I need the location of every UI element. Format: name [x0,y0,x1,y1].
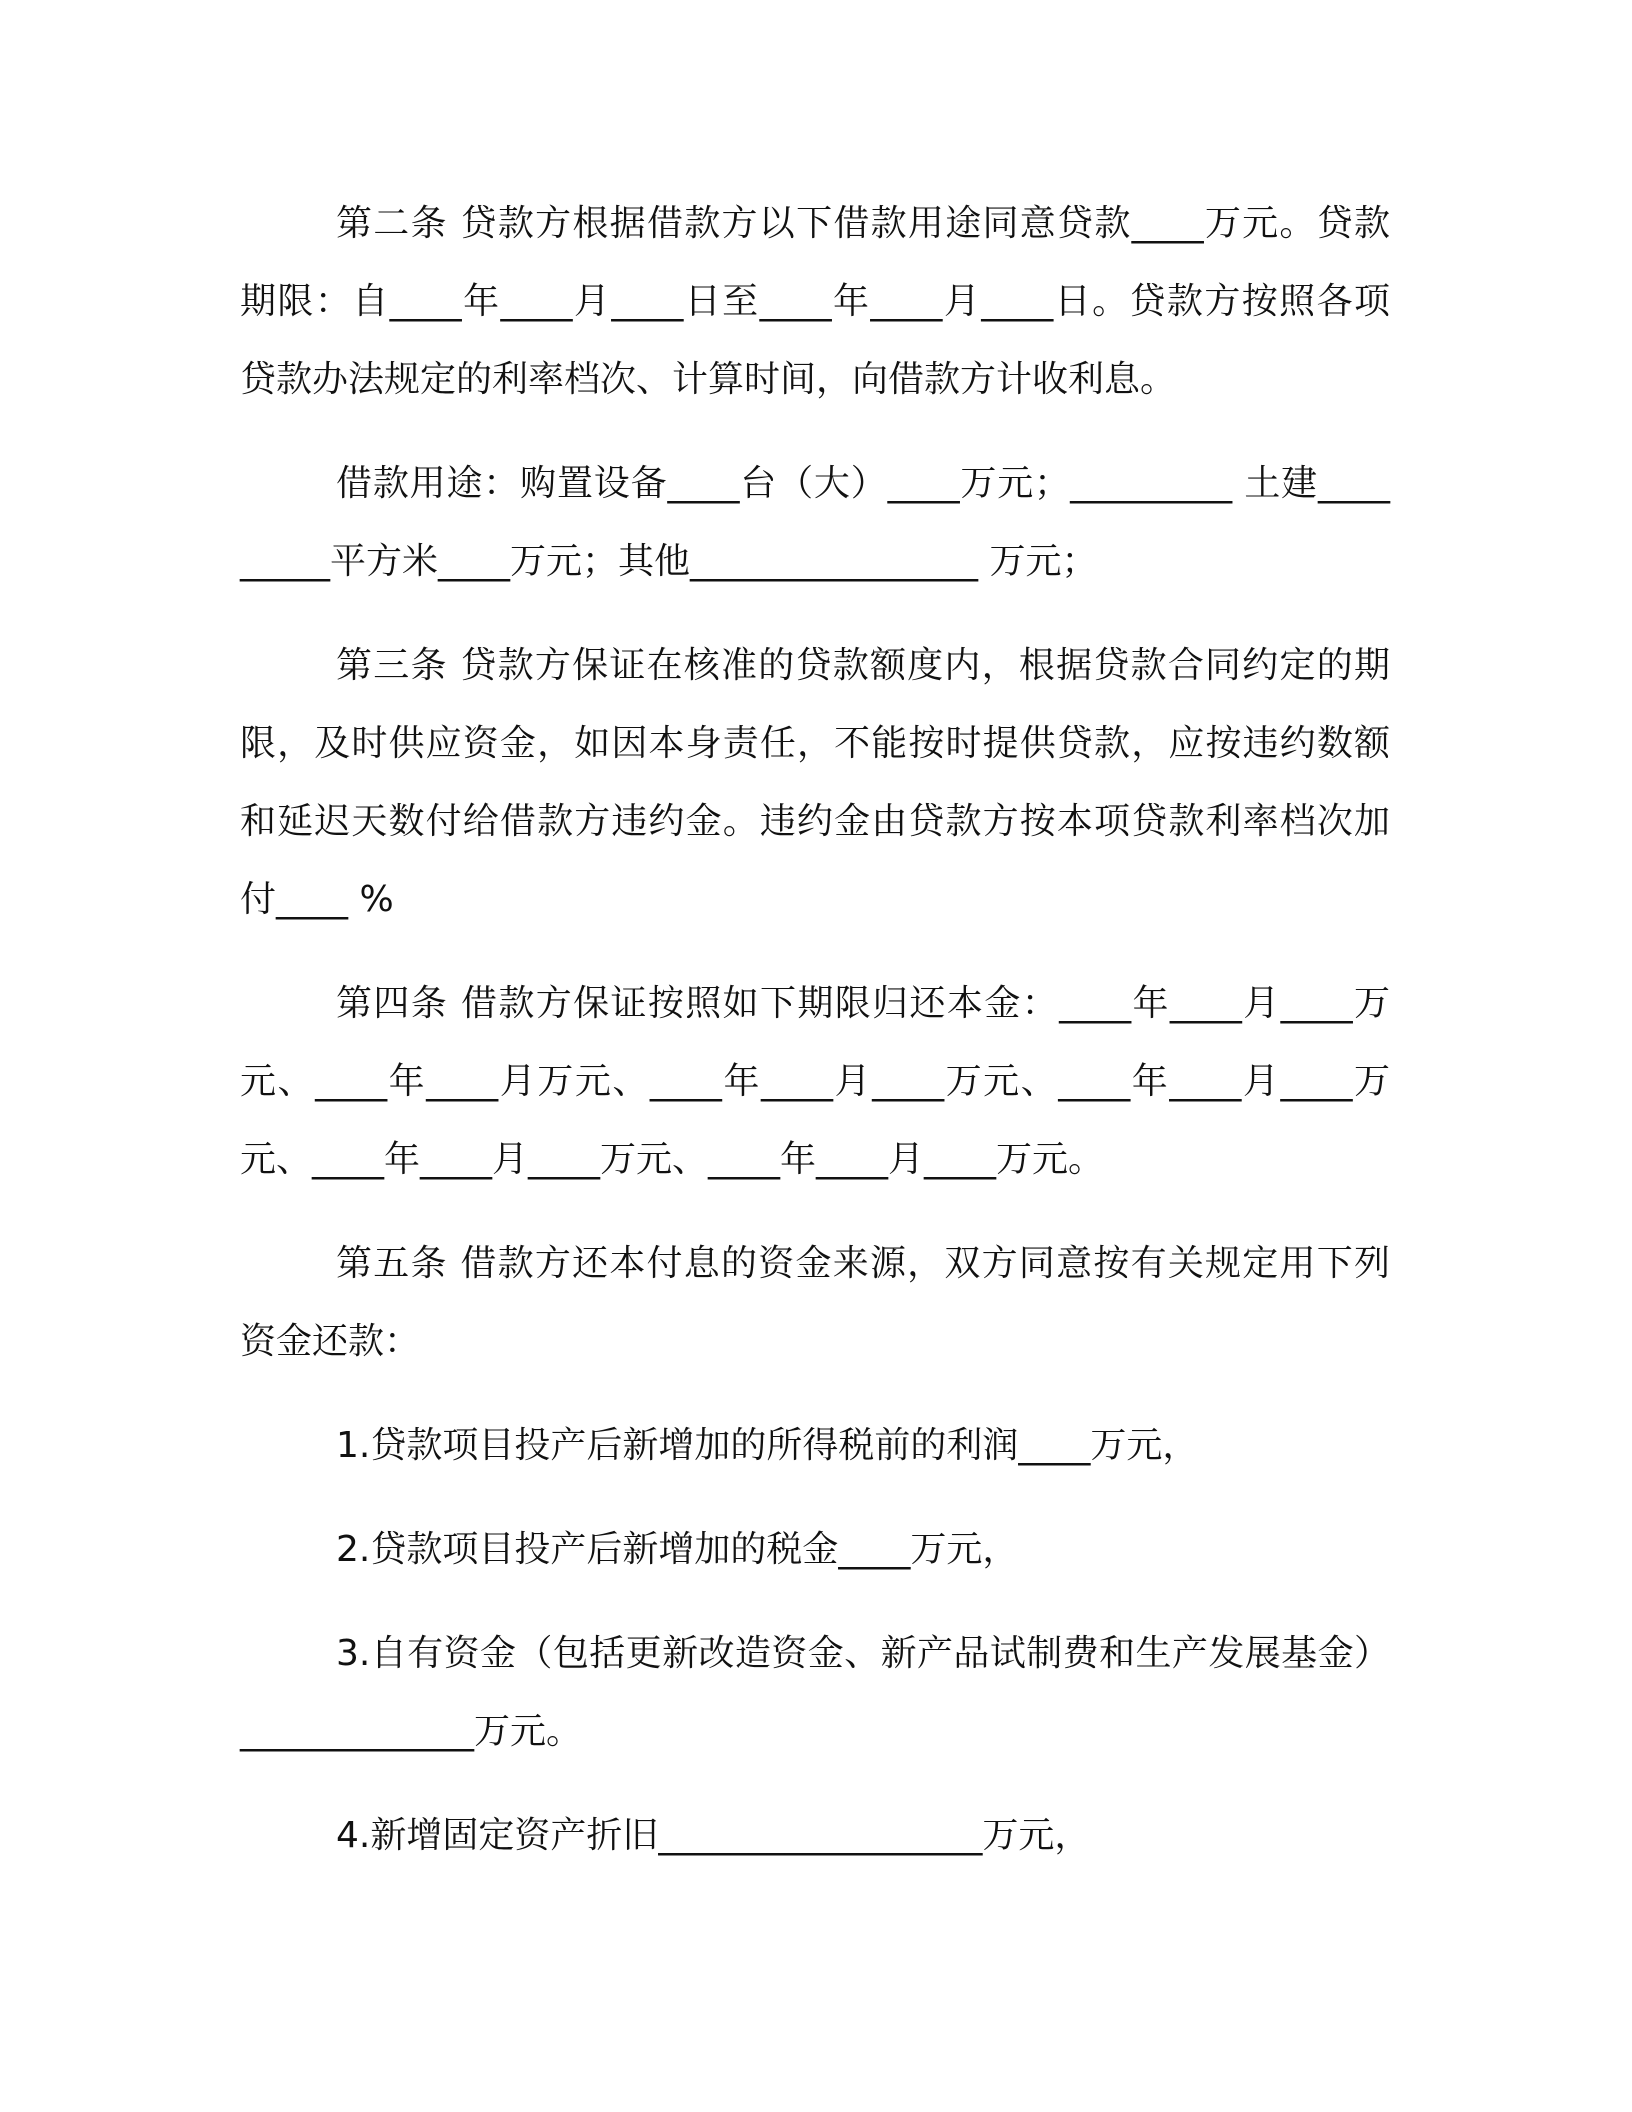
loan-purpose-paragraph: 借款用途：购置设备____台（大）____万元；_________ 土建_________平方米____万元；其他________________ 万元； [240,463,1390,582]
repayment-source-item-4: 4.新增固定资产折旧__________________万元， [336,1815,1091,1856]
article-3-paragraph: 第三条 贷款方保证在核准的贷款额度内，根据贷款合同约定的期限，及时供应资金，如因本身责任，不能按时提供贷款，应按违约数额和延迟天数付给借款方违约金。违约金由贷款方按本项贷款利率档次加付____ % [240,645,1390,920]
article-5-paragraph: 第五条 借款方还本付息的资金来源，双方同意按有关规定用下列资金还款： [240,1243,1390,1362]
article-2-paragraph: 第二条 贷款方根据借款方以下借款用途同意贷款____万元。贷款期限：自____年____月____日至____年____月____日。贷款方按照各项贷款办法规定的利率档次、计算时间，向借款方计收利息。 [240,203,1390,400]
document-page [240,185,1390,1901]
article-4-paragraph: 第四条 借款方保证按照如下期限归还本金：____年____月____万元、____年____月万元、____年____月____万元、____年____月____万元、____年____月____万元、____年____月____万元。 [240,983,1390,1180]
repayment-source-item-3: 3.自有资金（包括更新改造资金、新产品试制费和生产发展基金）_____________万元。 [240,1633,1390,1752]
repayment-source-item-1: 1.贷款项目投产后新增加的所得税前的利润____万元， [336,1425,1199,1466]
repayment-source-item-2: 2.贷款项目投产后新增加的税金____万元， [336,1529,1019,1570]
